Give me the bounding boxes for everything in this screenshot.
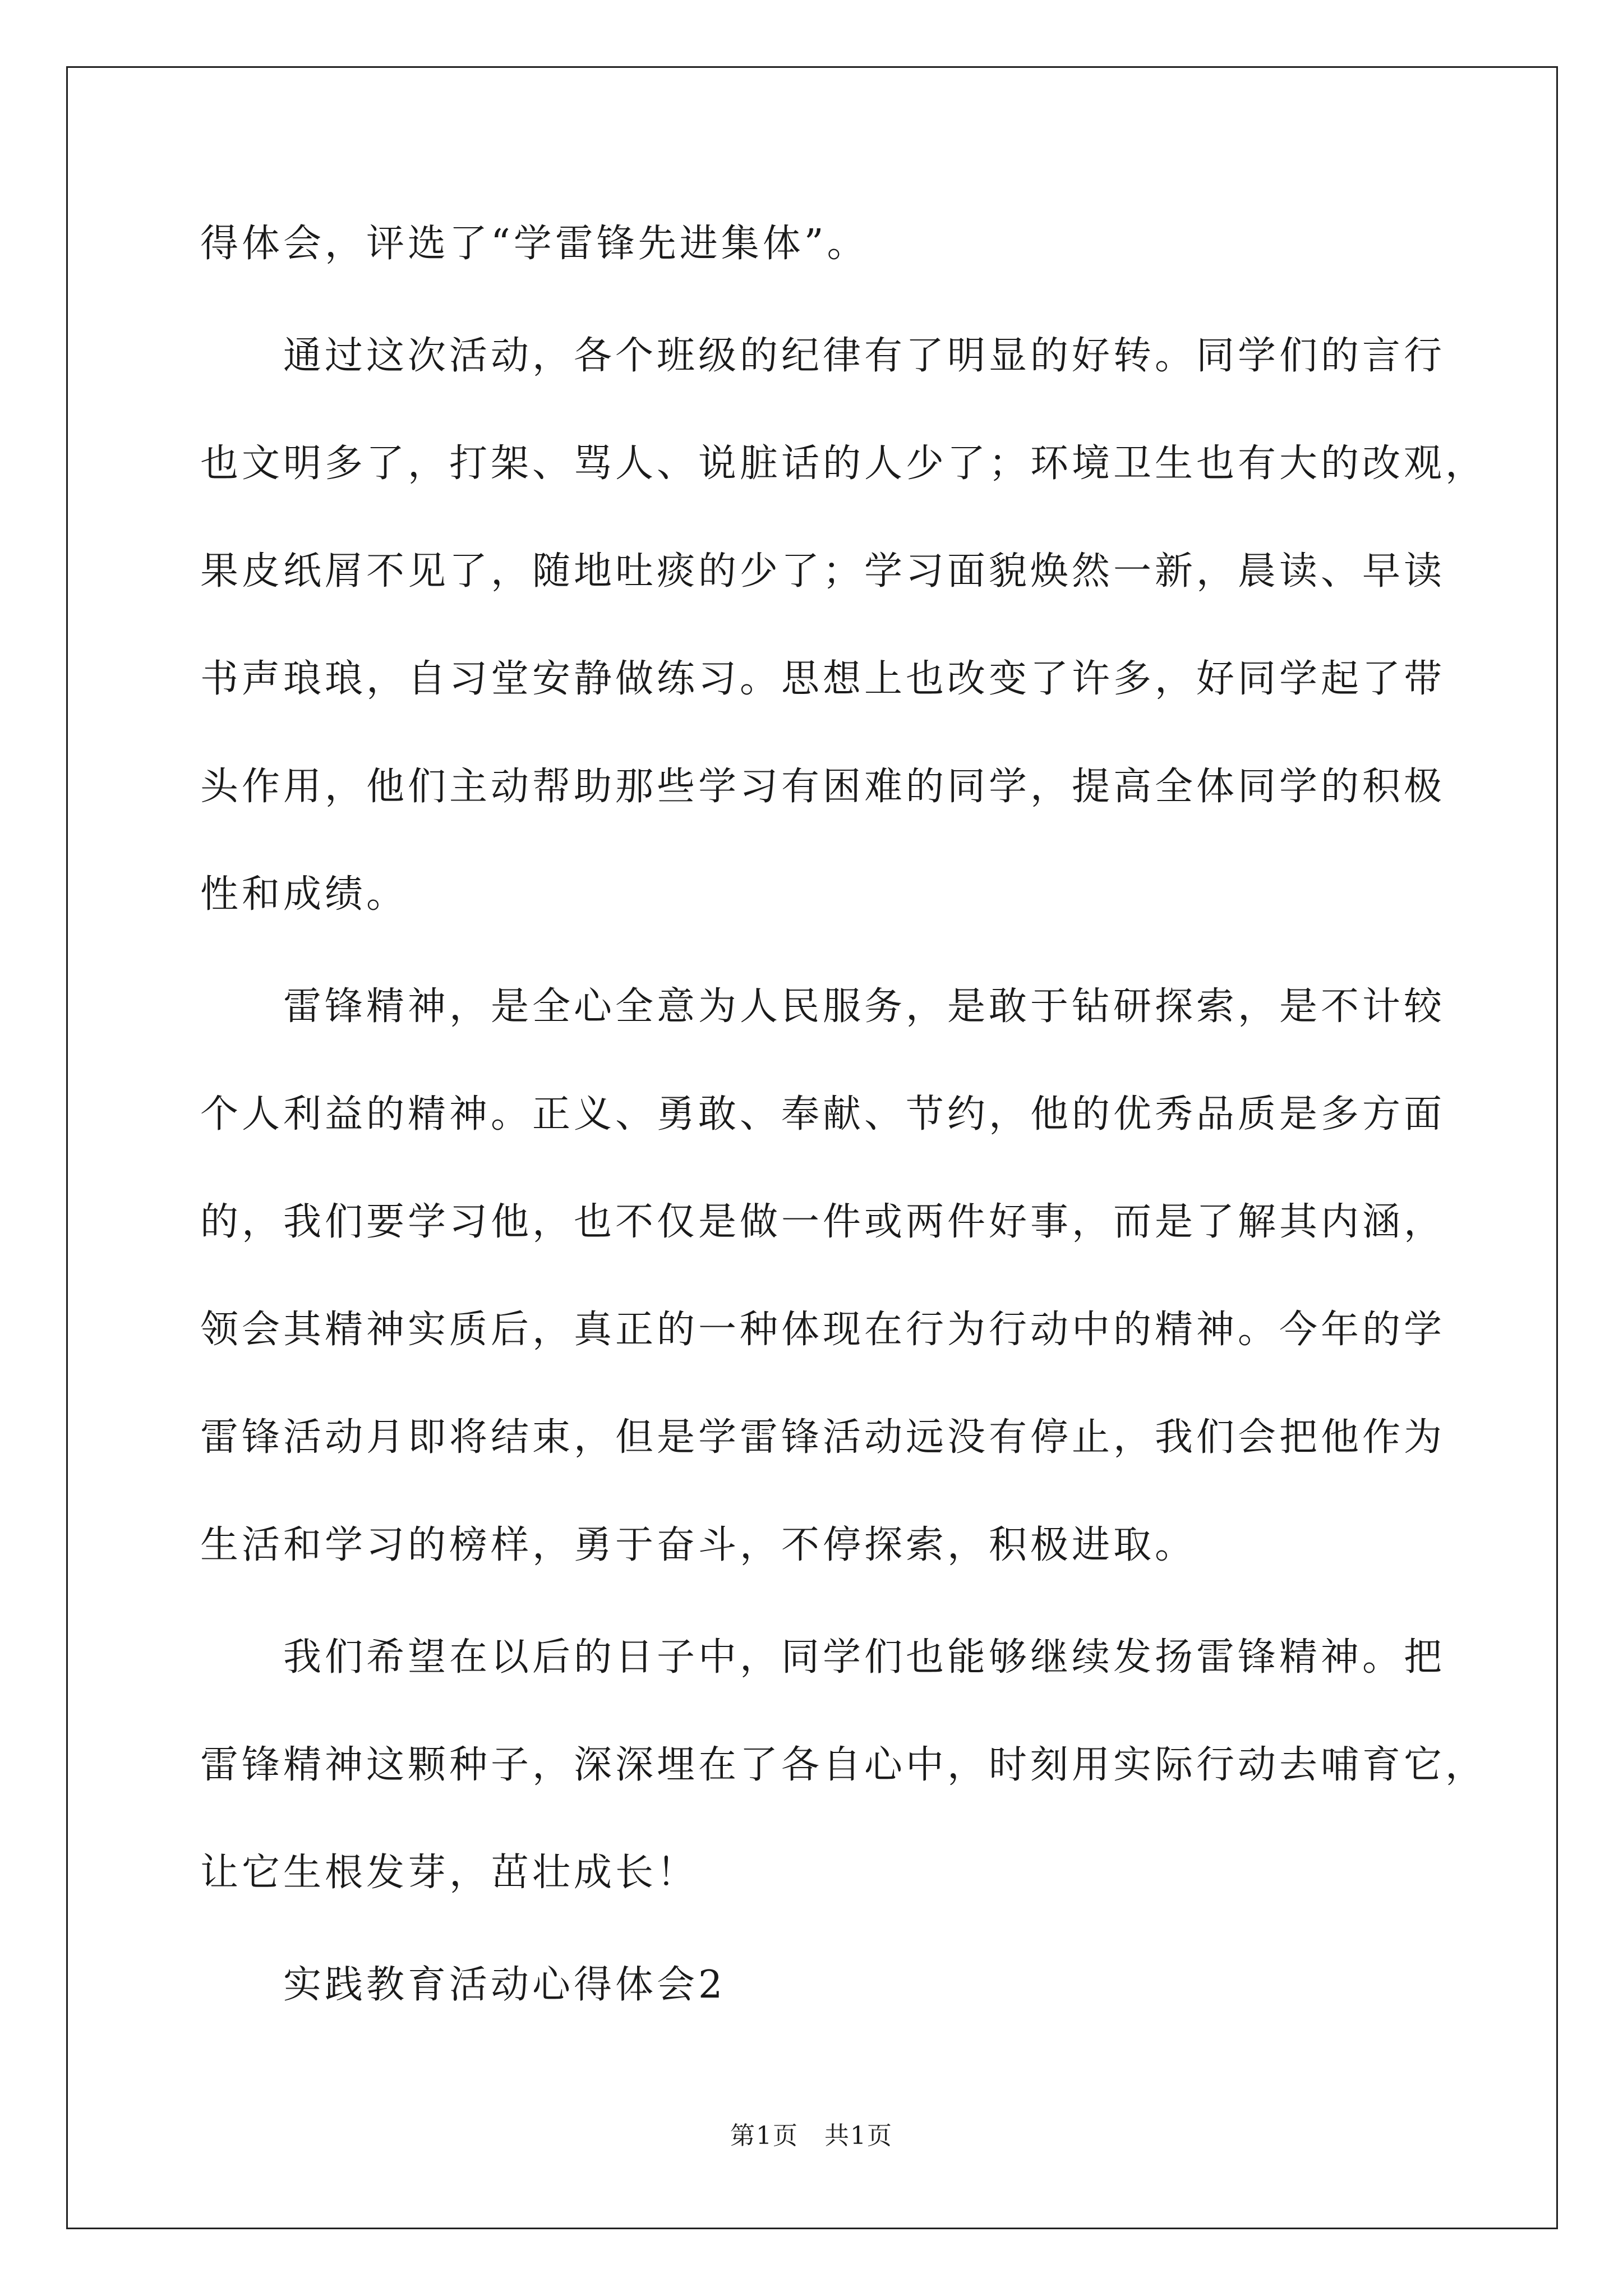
text-line: 生活和学习的榜样，勇于奋斗，不停探索，积极进取。 — [200, 1523, 1197, 1567]
page-footer: 第1页 共1页 — [730, 2122, 893, 2150]
text-line: 通过这次活动，各个班级的纪律有了明显的好转。同学们的言行 — [283, 334, 1446, 378]
text-line: 书声琅琅，自习堂安静做练习。思想上也改变了许多，好同学起了带 — [200, 657, 1446, 701]
section-heading: 实践教育活动心得体会2 — [283, 1963, 726, 2007]
text-line: 我们希望在以后的日子中，同学们也能够继续发扬雷锋精神。把 — [283, 1635, 1446, 1680]
text-line: 个人利益的精神。正义、勇敢、奉献、节约，他的优秀品质是多方面 — [200, 1092, 1446, 1137]
text-line: 雷锋精神这颗种子，深深埋在了各自心中，时刻用实际行动去哺育它， — [200, 1743, 1487, 1787]
text-line: 的，我们要学习他，也不仅是做一件或两件好事，而是了解其内涵， — [200, 1200, 1446, 1244]
text-line: 得体会，评选了“学雷锋先进集体”。 — [200, 222, 869, 266]
text-line: 雷锋精神，是全心全意为人民服务，是敢于钻研探索，是不计较 — [283, 984, 1446, 1029]
text-line: 雷锋活动月即将结束，但是学雷锋活动远没有停止，我们会把他作为 — [200, 1415, 1446, 1460]
text-line: 让它生根发芽，茁壮成长！ — [200, 1851, 699, 1895]
text-line: 果皮纸屑不见了，随地吐痰的少了；学习面貌焕然一新，晨读、早读 — [200, 549, 1446, 593]
page-border — [66, 66, 1558, 2229]
text-line: 性和成绩。 — [200, 872, 408, 917]
text-line: 也文明多了，打架、骂人、说脏话的人少了；环境卫生也有大的改观， — [200, 441, 1487, 486]
text-line: 领会其精神实质后，真正的一种体现在行为行动中的精神。今年的学 — [200, 1308, 1446, 1352]
text-line: 头作用，他们主动帮助那些学习有困难的同学，提高全体同学的积极 — [200, 765, 1446, 809]
